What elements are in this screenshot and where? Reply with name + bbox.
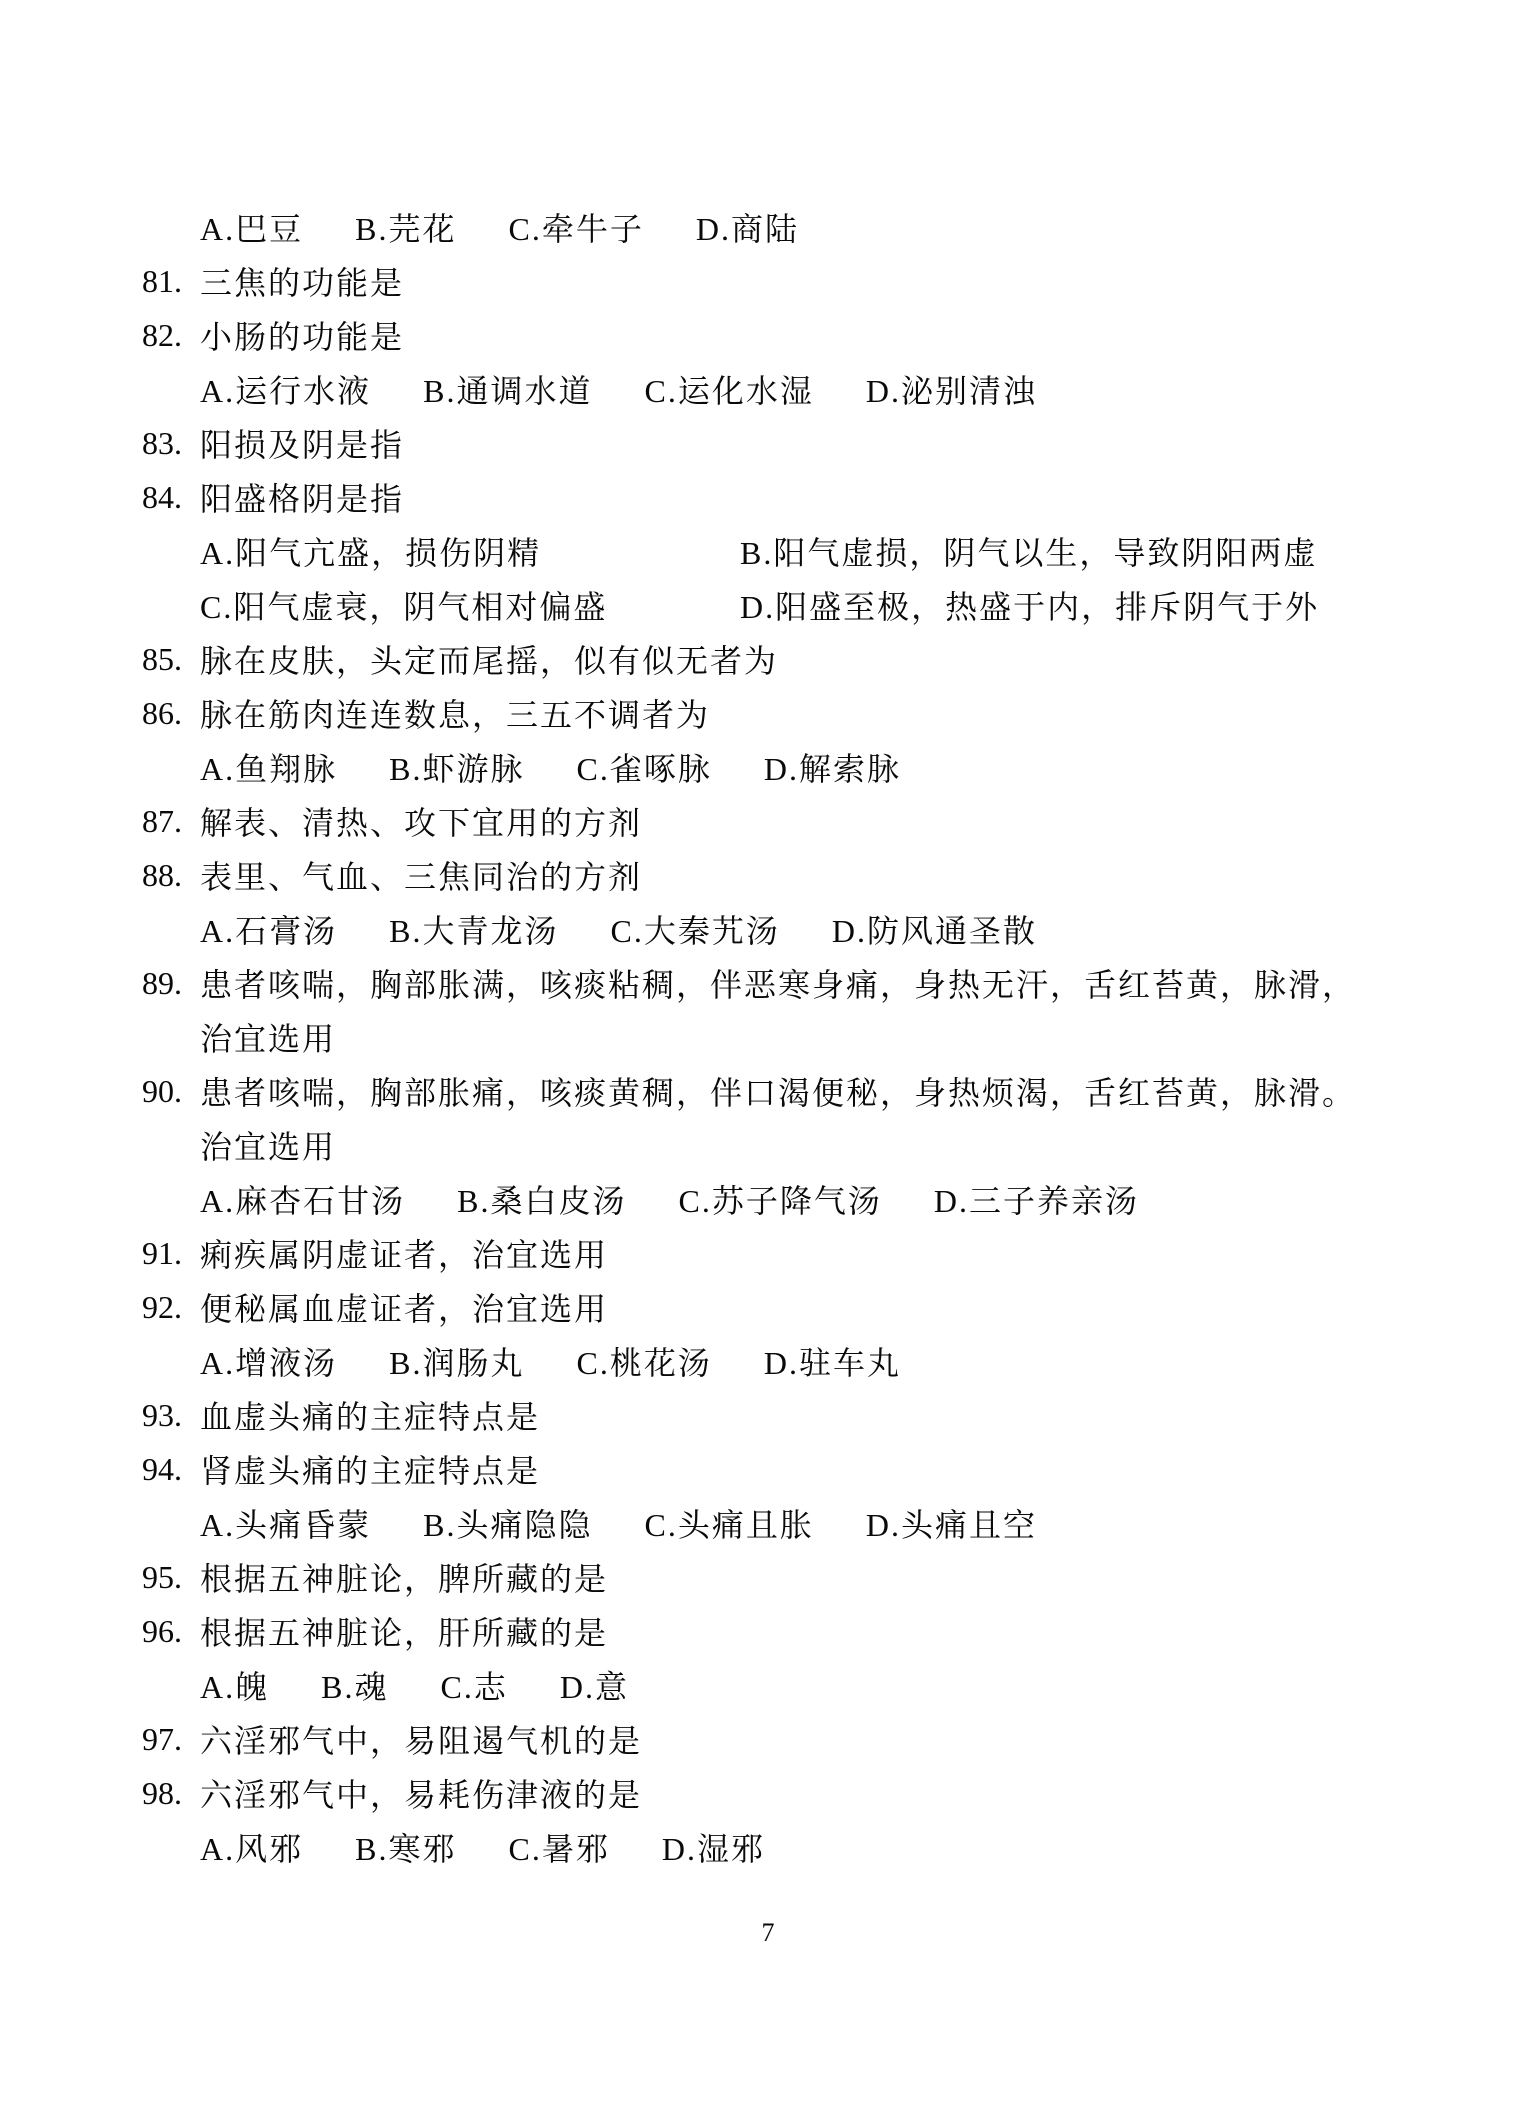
option-item: A.鱼翔脉 [200,751,338,787]
options-line [0,1172,1536,1226]
option-item: A.阳气亢盛，损伤阴精 [200,535,542,571]
option-item: C.雀啄脉 [576,751,712,787]
question-text: 血虚头痛的主症特点是 [200,1399,541,1435]
option-item: D.泌别清浊 [865,373,1037,409]
question-line [0,632,1536,686]
option-item: C.运化水湿 [644,373,814,409]
option-item: D.阳盛至极，热盛于内，排斥阴气于外 [740,589,1320,625]
question-line [0,1442,1536,1496]
question-line [0,956,1536,1010]
option-item: C.阳气虚衰，阴气相对偏盛 [200,589,608,625]
option-item: A.运行水液 [200,373,372,409]
question-line [0,1064,1536,1118]
option-item: C.桃花汤 [576,1345,712,1381]
question-text: 解表、清热、攻下宜用的方剂 [200,805,643,841]
option-item: A.魄 [200,1669,270,1705]
question-continuation-line [0,1118,1536,1172]
option-item: B.桑白皮汤 [457,1183,627,1219]
option-item: D.防风通圣散 [831,913,1037,949]
question-line [0,848,1536,902]
option-item: C.苏子降气汤 [678,1183,882,1219]
question-number: 87. [142,802,182,839]
question-text: 六淫邪气中，易阻遏气机的是 [200,1723,643,1759]
question-number: 90. [142,1072,182,1109]
option-item: C.志 [440,1669,508,1705]
option-item: C.大秦艽汤 [610,913,780,949]
option-item: A.头痛昏蒙 [200,1507,372,1543]
question-line [0,470,1536,524]
question-text: 阳损及阴是指 [200,427,405,463]
question-number: 81. [142,262,182,299]
question-text: 脉在皮肤，头定而尾摇，似有似无者为 [200,643,779,679]
question-line [0,1226,1536,1280]
question-line [0,308,1536,362]
question-number: 95. [142,1558,182,1595]
question-line [0,254,1536,308]
option-item: A.风邪 [200,1831,304,1867]
option-item: C.牵牛子 [508,211,644,247]
option-item: C.头痛且胀 [644,1507,814,1543]
option-item: B.魂 [321,1669,389,1705]
options-line [0,524,1536,578]
option-item: D.商陆 [695,211,799,247]
question-number: 94. [142,1450,182,1487]
question-line [0,1550,1536,1604]
option-item: B.虾游脉 [389,751,525,787]
question-text: 痢疾属阴虚证者，治宜选用 [200,1237,609,1273]
question-number: 92. [142,1288,182,1325]
option-item: C.暑邪 [508,1831,610,1867]
question-line [0,1712,1536,1766]
question-number: 86. [142,694,182,731]
page-number: 7 [761,1918,775,1947]
option-item: D.解索脉 [763,751,901,787]
options-line [0,362,1536,416]
question-number: 93. [142,1396,182,1433]
question-text: 脉在筋肉连连数息，三五不调者为 [200,697,711,733]
option-item: D.驻车丸 [763,1345,901,1381]
options-line [0,578,1536,632]
option-item: D.三子养亲汤 [933,1183,1139,1219]
question-number: 85. [142,640,182,677]
page-footer [0,1918,1536,1948]
question-text: 六淫邪气中，易耗伤津液的是 [200,1777,643,1813]
option-item: B.通调水道 [423,373,593,409]
question-text: 患者咳喘，胸部胀痛，咳痰黄稠，伴口渴便秘，身热烦渴，舌红苔黄，脉滑。 [200,1075,1357,1111]
question-line [0,1280,1536,1334]
option-item: A.巴豆 [200,211,304,247]
option-item: D.头痛且空 [865,1507,1037,1543]
question-text: 表里、气血、三焦同治的方剂 [200,859,643,895]
question-text: 肾虚头痛的主症特点是 [200,1453,541,1489]
question-text: 患者咳喘，胸部胀满，咳痰粘稠，伴恶寒身痛，身热无汗，舌红苔黄，脉滑， [200,967,1357,1003]
option-item: B.大青龙汤 [389,913,559,949]
question-number: 96. [142,1612,182,1649]
option-item: A.麻杏石甘汤 [200,1183,406,1219]
option-item: D.意 [559,1669,629,1705]
question-number: 88. [142,856,182,893]
options-line [0,1334,1536,1388]
question-number: 97. [142,1720,182,1757]
options-line [0,1820,1536,1874]
question-number: 82. [142,316,182,353]
options-line [0,902,1536,956]
option-item: B.头痛隐隐 [423,1507,593,1543]
question-number: 91. [142,1234,182,1271]
question-line [0,794,1536,848]
question-text: 根据五神脏论，肝所藏的是 [200,1615,609,1651]
question-continuation-text: 治宜选用 [200,1129,337,1165]
question-line [0,1604,1536,1658]
option-item: B.阳气虚损，阴气以生，导致阴阳两虚 [740,535,1318,571]
question-text: 阳盛格阴是指 [200,481,405,517]
options-line [0,200,1536,254]
option-item: B.寒邪 [355,1831,457,1867]
question-number: 83. [142,424,182,461]
question-list [0,200,1536,1874]
question-number: 89. [142,964,182,1001]
question-text: 三焦的功能是 [200,265,405,301]
option-item: A.石膏汤 [200,913,338,949]
question-number: 84. [142,478,182,515]
option-item: A.增液汤 [200,1345,338,1381]
options-line [0,740,1536,794]
question-line [0,1766,1536,1820]
question-number: 98. [142,1774,182,1811]
options-line [0,1658,1536,1712]
question-line [0,1388,1536,1442]
question-text: 小肠的功能是 [200,319,405,355]
question-continuation-text: 治宜选用 [200,1021,337,1057]
question-text: 根据五神脏论，脾所藏的是 [200,1561,609,1597]
question-line [0,686,1536,740]
option-item: B.润肠丸 [389,1345,525,1381]
question-text: 便秘属血虚证者，治宜选用 [200,1291,609,1327]
option-item: B.芫花 [355,211,457,247]
option-item: D.湿邪 [661,1831,765,1867]
question-line [0,416,1536,470]
options-line [0,1496,1536,1550]
question-continuation-line [0,1010,1536,1064]
